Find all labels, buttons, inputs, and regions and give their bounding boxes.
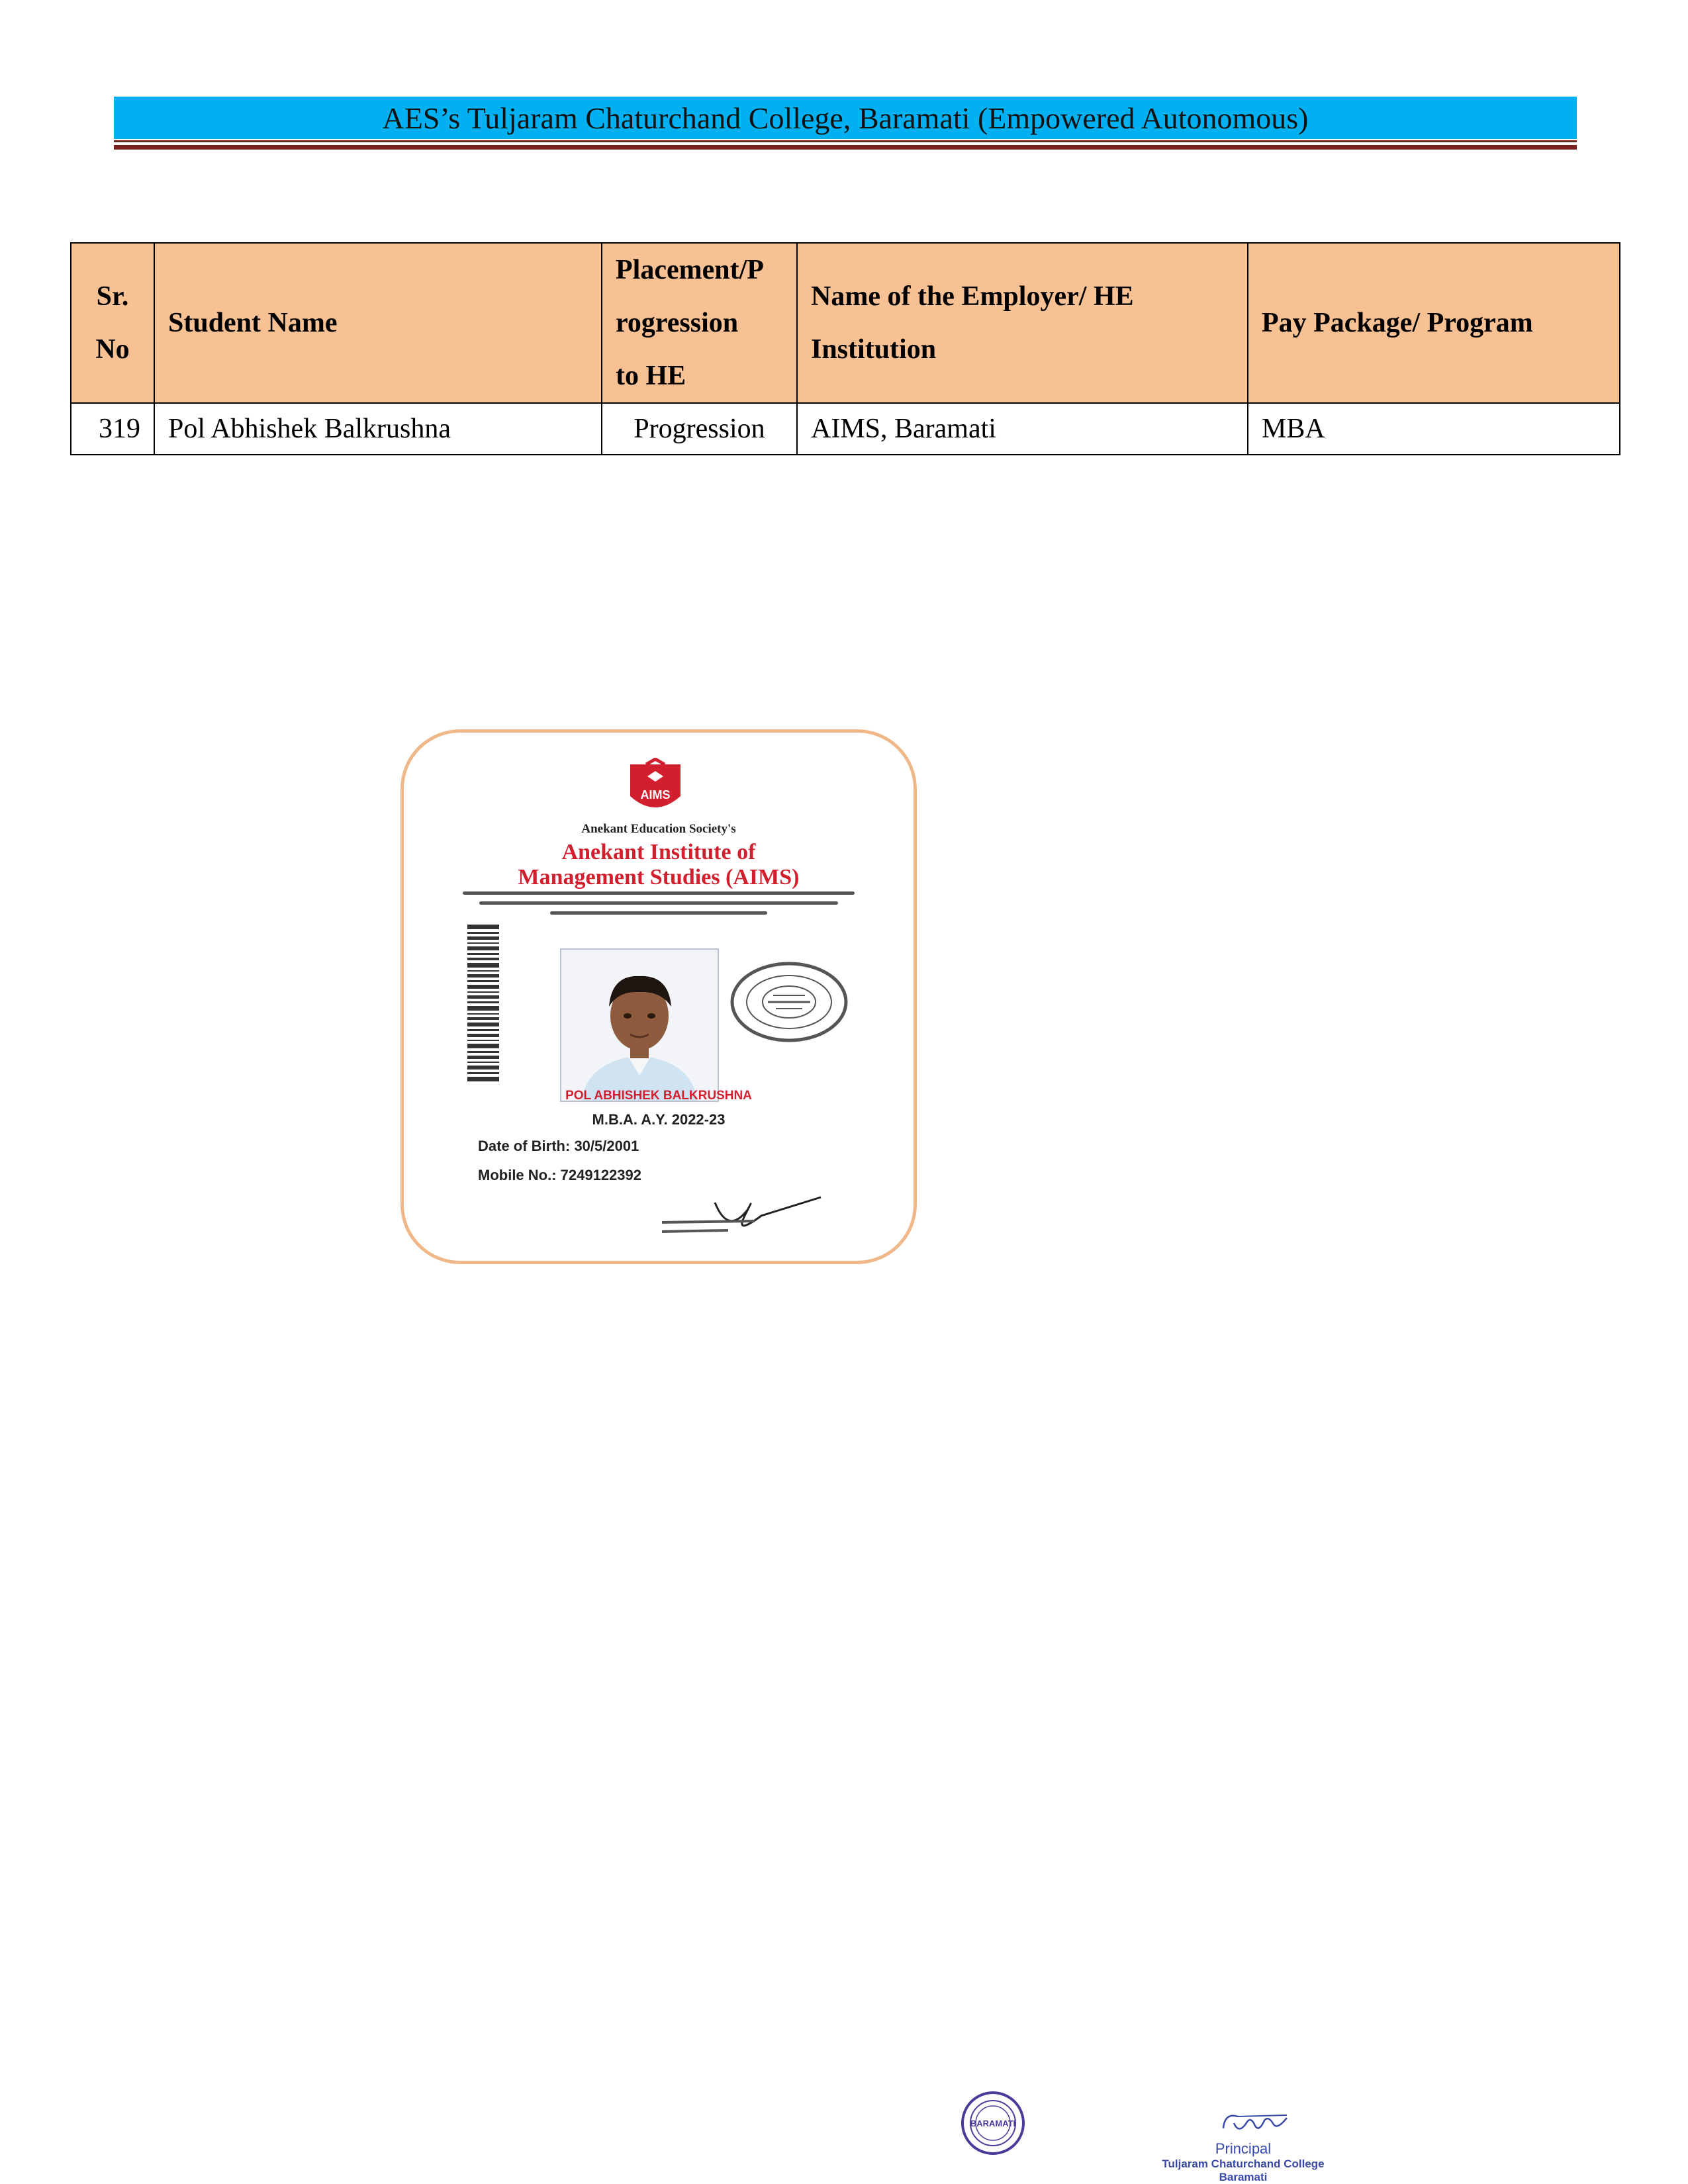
header-rule-thin bbox=[114, 140, 1577, 142]
header-placement-type: Placement/P rogression to HE bbox=[602, 243, 797, 403]
header-band bbox=[114, 97, 1577, 139]
college-seal-icon bbox=[960, 2090, 1026, 2156]
table-row bbox=[71, 403, 1620, 455]
page-header-title: AES’s Tuljaram Chaturchand College, Baramati (Empowered Autonomous) bbox=[382, 101, 1309, 135]
card-course: M.B.A. A.Y. 2022-23 bbox=[592, 1111, 726, 1128]
placement-table bbox=[70, 242, 1620, 455]
cell-placement-type: Progression bbox=[602, 403, 797, 455]
principal-block bbox=[1157, 2140, 1329, 2184]
student-id-card bbox=[400, 729, 917, 1264]
card-date-of-birth: Date of Birth: 30/5/2001 bbox=[478, 1138, 639, 1154]
principal-title: Principal bbox=[1215, 2140, 1272, 2157]
header-rule-thick bbox=[114, 145, 1577, 150]
principal-college: Tuljaram Chaturchand College bbox=[1162, 2158, 1325, 2170]
cell-pay-package: MBA bbox=[1248, 403, 1620, 455]
table-header-row bbox=[71, 243, 1620, 403]
card-mobile-number: Mobile No.: 7249122392 bbox=[478, 1167, 642, 1183]
card-student-name: POL ABHISHEK BALKRUSHNA bbox=[565, 1089, 752, 1103]
student-photo-figure bbox=[561, 950, 718, 1101]
svg-text:BARAMATI: BARAMATI bbox=[970, 2118, 1016, 2128]
cell-student-name: Pol Abhishek Balkrushna bbox=[154, 403, 602, 455]
cell-employer: AIMS, Baramati bbox=[797, 403, 1248, 455]
student-photo bbox=[560, 948, 719, 1102]
barcode-icon bbox=[467, 925, 499, 1083]
header-pay-package: Pay Package/ Program bbox=[1248, 243, 1620, 403]
svg-text:AIMS: AIMS bbox=[640, 788, 671, 801]
card-institute-name: Anekant Institute of Management Studies (AIMS) bbox=[518, 840, 800, 889]
header-sr-no: Sr. No bbox=[71, 243, 154, 403]
principal-signature bbox=[1218, 2109, 1291, 2142]
institute-stamp-icon bbox=[728, 959, 850, 1045]
aims-logo-icon bbox=[622, 758, 688, 821]
director-signature bbox=[655, 1189, 827, 1242]
card-address-block bbox=[450, 891, 867, 921]
principal-city: Baramati bbox=[1219, 2171, 1268, 2183]
header-employer: Name of the Employer/ HE Institution bbox=[797, 243, 1248, 403]
card-society-name: Anekant Education Society's bbox=[581, 822, 736, 836]
cell-sr-no: 319 bbox=[71, 403, 154, 455]
header-student-name: Student Name bbox=[154, 243, 602, 403]
